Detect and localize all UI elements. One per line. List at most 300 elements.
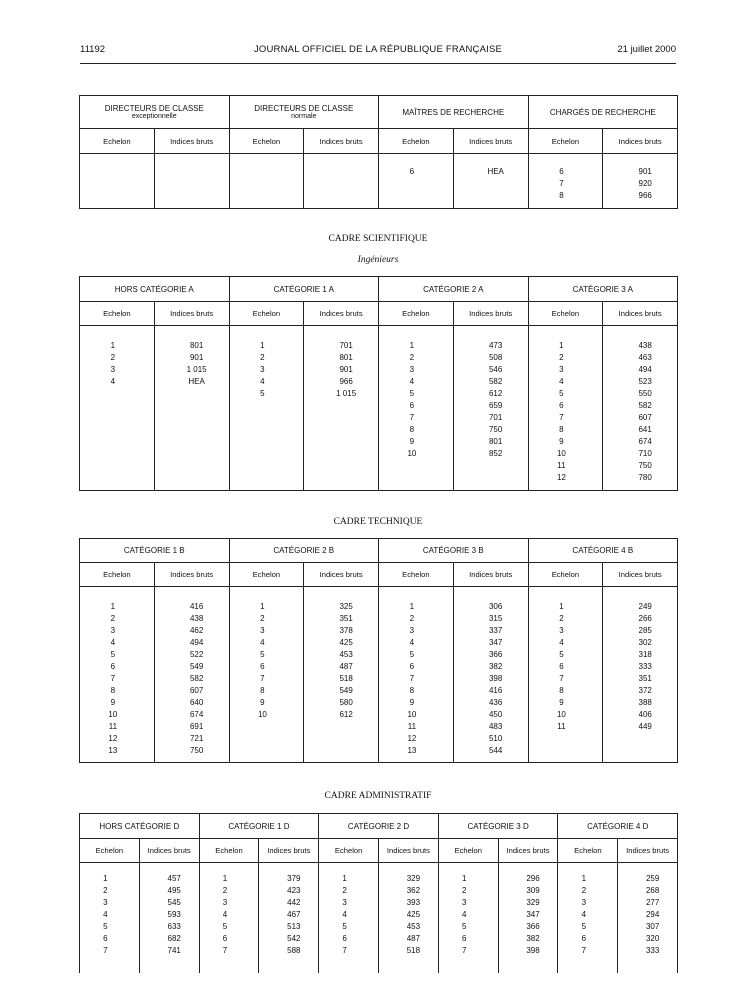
indices-column [603, 154, 678, 209]
table-cadre-administratif [79, 813, 678, 973]
indices-column [618, 863, 678, 973]
indice-value: 315 [488, 614, 503, 623]
echelon-value: 2 [581, 886, 587, 895]
echelon-value: 8 [260, 686, 265, 695]
indice-value: 721 [189, 734, 204, 743]
group-header-categorie-2-a [379, 277, 529, 302]
column-header-indices-bruts: Indices bruts [453, 302, 528, 326]
echelon-value: 11 [407, 722, 417, 731]
echelon-value: 1 [581, 874, 587, 883]
indices-column [154, 587, 229, 763]
group-title: DIRECTEURS DE CLASSE [254, 103, 354, 113]
table-cadre-scientifique [79, 276, 678, 491]
echelon-value: 9 [559, 698, 564, 707]
echelon-value: 12 [108, 734, 118, 743]
echelon-value: 8 [559, 425, 564, 434]
echelon-value: 1 [462, 874, 467, 883]
echelon-value: 8 [409, 425, 415, 434]
echelon-value: 1 [222, 874, 228, 883]
group-title: CATÉGORIE 1 D [228, 821, 290, 831]
column-header-indices-bruts: Indices bruts [154, 129, 229, 154]
group-title: CATÉGORIE 2 D [347, 821, 410, 831]
column-header-indices-bruts: Indices bruts [139, 839, 199, 863]
indice-value: 701 [488, 413, 503, 422]
column-header-indices-bruts: Indices bruts [498, 839, 558, 863]
echelon-value: 1 [559, 341, 564, 350]
indice-value: 901 [638, 167, 652, 176]
echelon-value: 8 [559, 686, 564, 695]
echelon-value: 7 [559, 413, 564, 422]
column-header-indices-bruts: Indices bruts [603, 129, 678, 154]
echelon-value: 6 [409, 401, 415, 410]
indice-value: 379 [287, 874, 301, 883]
echelon-value: 4 [409, 377, 415, 386]
group-header-maitres-de-recherche [379, 96, 529, 129]
indice-value: 436 [488, 698, 503, 707]
indice-value: 901 [189, 353, 204, 362]
echelon-column [528, 587, 603, 763]
echelon-column [199, 863, 259, 973]
indice-value: 425 [406, 910, 421, 919]
echelon-value: 6 [559, 167, 564, 176]
echelon-value: 3 [110, 626, 116, 635]
indices-column [139, 863, 199, 973]
echelon-column [528, 154, 603, 209]
column-header-indices-bruts: Indices bruts [618, 839, 678, 863]
column-header-echelon: Echelon [319, 839, 379, 863]
echelon-value: 3 [222, 898, 228, 907]
group-header-hors-categorie-d [80, 814, 200, 839]
echelon-value: 3 [409, 365, 415, 374]
group-header-charges-de-recherche [528, 96, 678, 129]
indices-column [453, 587, 528, 763]
indice-value: 801 [339, 353, 353, 362]
indice-value: 333 [638, 662, 652, 671]
echelon-value: 7 [110, 674, 116, 683]
echelon-value: 10 [556, 710, 566, 719]
indice-value: 487 [339, 662, 353, 671]
indice-value: 423 [287, 886, 301, 895]
echelon-value: 7 [222, 946, 228, 955]
indice-value: 750 [189, 746, 204, 755]
echelon-value: 8 [559, 191, 564, 200]
echelon-value: 9 [559, 437, 564, 446]
indice-value: 549 [339, 686, 353, 695]
echelon-value: 11 [557, 722, 566, 731]
column-header-echelon: Echelon [379, 129, 454, 154]
column-header-echelon: Echelon [438, 839, 498, 863]
indice-value: 467 [287, 910, 301, 919]
indice-value: 329 [526, 898, 540, 907]
echelon-value: 6 [342, 934, 347, 943]
indice-value: 494 [189, 638, 204, 647]
indice-value: 582 [488, 377, 503, 386]
indice-value: 438 [189, 614, 204, 623]
echelon-value: 13 [108, 746, 118, 755]
indice-value: 487 [406, 934, 421, 943]
echelon-value: 8 [110, 686, 116, 695]
indice-value: 710 [638, 449, 652, 458]
echelon-value: 7 [409, 413, 415, 422]
echelon-value: 5 [409, 389, 415, 398]
column-header-echelon: Echelon [229, 563, 304, 587]
echelon-value: 2 [409, 614, 415, 623]
echelon-value: 9 [409, 698, 415, 707]
echelon-value: 2 [260, 353, 265, 362]
echelon-value: 2 [409, 353, 415, 362]
echelon-value: 5 [260, 650, 265, 659]
indice-value: 438 [638, 341, 652, 350]
echelon-value: 4 [409, 638, 415, 647]
indice-value: 302 [638, 638, 652, 647]
indice-value: 266 [638, 614, 652, 623]
echelon-value: 6 [110, 662, 116, 671]
indice-value: 416 [189, 602, 204, 611]
column-header-echelon: Echelon [558, 839, 618, 863]
indice-value: 518 [339, 674, 353, 683]
echelon-value: 7 [342, 946, 347, 955]
indice-value: 296 [526, 874, 540, 883]
echelon-value: 2 [559, 614, 564, 623]
indice-value: 285 [638, 626, 652, 635]
indice-value: 920 [638, 179, 652, 188]
echelon-value: 3 [581, 898, 587, 907]
indice-value: 351 [638, 674, 652, 683]
indice-value: 518 [406, 946, 421, 955]
indice-value: 329 [406, 874, 421, 883]
echelon-value: 7 [559, 674, 564, 683]
indice-value: 545 [167, 898, 181, 907]
table-directeurs-recherche [79, 95, 678, 209]
group-title: CATÉGORIE 1 A [273, 284, 334, 294]
group-header-categorie-2-d [319, 814, 439, 839]
echelon-value: 4 [222, 910, 228, 919]
echelon-value: 1 [260, 602, 265, 611]
echelon-value: 3 [342, 898, 347, 907]
indice-value: 378 [339, 626, 353, 635]
indice-value: HEA [487, 167, 504, 176]
group-title: CATÉGORIE 3 D [467, 821, 529, 831]
column-header-echelon: Echelon [229, 302, 304, 326]
group-title: CATÉGORIE 3 A [572, 284, 633, 294]
indice-value: 607 [189, 686, 204, 695]
echelon-value: 6 [409, 167, 415, 176]
column-header-indices-bruts: Indices bruts [304, 563, 379, 587]
echelon-value: 2 [462, 886, 467, 895]
indice-value: 544 [488, 746, 503, 755]
indice-value: 633 [167, 922, 181, 931]
echelon-value: 1 [110, 341, 116, 350]
echelon-value: 9 [110, 698, 116, 707]
column-header-echelon: Echelon [379, 563, 454, 587]
column-header-indices-bruts: Indices bruts [603, 563, 678, 587]
indice-value: 966 [638, 191, 652, 200]
echelon-value: 7 [581, 946, 587, 955]
group-title: DIRECTEURS DE CLASSE [104, 103, 204, 113]
indice-value: 351 [339, 614, 353, 623]
group-title: CATÉGORIE 4 B [572, 546, 634, 555]
echelon-value: 3 [559, 365, 564, 374]
echelon-column [319, 863, 379, 973]
indice-value: 366 [488, 650, 503, 659]
indice-value: 750 [488, 425, 503, 434]
echelon-value: 2 [110, 614, 116, 623]
group-header-categorie-3-b [379, 539, 529, 563]
indice-value: 453 [339, 650, 353, 659]
indice-value: 522 [189, 650, 204, 659]
echelon-value: 6 [462, 934, 467, 943]
indice-value: 546 [488, 365, 503, 374]
echelon-value: 11 [557, 461, 566, 470]
column-header-indices-bruts: Indices bruts [304, 302, 379, 326]
echelon-value: 3 [260, 626, 265, 635]
echelon-value: 2 [110, 353, 116, 362]
indices-column [453, 326, 528, 491]
group-header-categorie-4-b [528, 539, 678, 563]
indice-value: 508 [488, 353, 503, 362]
echelon-value: 10 [407, 710, 417, 719]
indice-value: 542 [287, 934, 301, 943]
indices-column [498, 863, 558, 973]
indice-value: 463 [638, 353, 652, 362]
indice-value: 347 [488, 638, 503, 647]
indices-column [453, 154, 528, 209]
echelon-value: 4 [559, 638, 564, 647]
echelon-value: 4 [462, 910, 467, 919]
column-header-echelon: Echelon [379, 302, 454, 326]
indice-value: 268 [645, 886, 660, 895]
echelon-value: 5 [110, 650, 116, 659]
group-header-categorie-1-a [229, 277, 379, 302]
echelon-value: 7 [462, 946, 467, 955]
group-title: HORS CATÉGORIE D [99, 821, 180, 831]
echelon-value: 7 [409, 674, 415, 683]
indice-value: 750 [638, 461, 652, 470]
echelon-value: 3 [110, 365, 116, 374]
indice-value: 682 [167, 934, 181, 943]
echelon-value: 3 [559, 626, 564, 635]
section-subtitle-ingenieurs: Ingénieurs [357, 255, 399, 265]
group-header-categorie-1-b [80, 539, 230, 563]
indice-value: 549 [189, 662, 204, 671]
group-header-categorie-4-d [558, 814, 678, 839]
indice-value: 307 [645, 922, 660, 931]
indices-column [304, 587, 379, 763]
echelon-value: 4 [260, 638, 265, 647]
indice-value: 398 [488, 674, 503, 683]
echelon-value: 6 [559, 401, 564, 410]
indice-value: 580 [339, 698, 353, 707]
section-title-administratif: CADRE ADMINISTRATIF [324, 791, 432, 801]
indice-value: 249 [638, 602, 652, 611]
group-subtitle: exceptionnelle [131, 112, 177, 120]
echelon-value: 3 [409, 626, 415, 635]
echelon-value: 1 [110, 602, 116, 611]
echelon-column [80, 863, 140, 973]
section-title-technique: CADRE TECHNIQUE [333, 517, 423, 527]
indice-value: 259 [645, 874, 660, 883]
indice-value: 801 [189, 341, 204, 350]
indice-value: 741 [167, 946, 181, 955]
indice-value: 582 [189, 674, 204, 683]
group-header-categorie-1-d [199, 814, 319, 839]
indice-value: 320 [645, 934, 660, 943]
echelon-value: 1 [409, 341, 415, 350]
echelon-column [528, 326, 603, 491]
indices-column [304, 326, 379, 491]
indice-value: 483 [488, 722, 503, 731]
column-header-indices-bruts: Indices bruts [154, 563, 229, 587]
indice-value: 450 [488, 710, 503, 719]
indice-value: 691 [189, 722, 204, 731]
echelon-value: 4 [110, 638, 116, 647]
indices-column [154, 154, 229, 209]
indice-value: 325 [339, 602, 353, 611]
echelon-value: 4 [581, 910, 587, 919]
echelon-value: 7 [559, 179, 564, 188]
page-number: 11192 [80, 44, 106, 55]
indice-value: 495 [167, 886, 181, 895]
indices-column [154, 326, 229, 491]
indice-value: 612 [339, 710, 353, 719]
column-header-indices-bruts: Indices bruts [453, 129, 528, 154]
indices-column [259, 863, 319, 973]
indice-value: 388 [638, 698, 652, 707]
indice-value: 1 015 [186, 365, 207, 374]
indice-value: 1 015 [336, 389, 357, 398]
column-header-indices-bruts: Indices bruts [379, 839, 439, 863]
column-header-echelon: Echelon [80, 302, 155, 326]
indice-value: HEA [188, 377, 205, 386]
echelon-value: 5 [559, 650, 564, 659]
echelon-value: 2 [559, 353, 564, 362]
echelon-value: 10 [108, 710, 118, 719]
indice-value: 582 [638, 401, 652, 410]
column-header-echelon: Echelon [199, 839, 259, 863]
echelon-value: 11 [108, 722, 118, 731]
indice-value: 612 [488, 389, 503, 398]
echelon-value: 6 [559, 662, 564, 671]
echelon-column [379, 587, 454, 763]
echelon-value: 5 [260, 389, 265, 398]
echelon-column [379, 154, 454, 209]
echelon-value: 5 [222, 922, 228, 931]
indice-value: 362 [406, 886, 421, 895]
echelon-value: 4 [110, 377, 116, 386]
group-header-categorie-3-d [438, 814, 558, 839]
echelon-value: 3 [103, 898, 108, 907]
indice-value: 457 [167, 874, 181, 883]
indice-value: 510 [488, 734, 503, 743]
indice-value: 453 [406, 922, 421, 931]
indice-value: 382 [526, 934, 540, 943]
indice-value: 607 [638, 413, 652, 422]
indice-value: 416 [488, 686, 503, 695]
indice-value: 513 [287, 922, 301, 931]
group-title: CATÉGORIE 4 D [587, 821, 649, 831]
indice-value: 425 [339, 638, 353, 647]
echelon-column [80, 154, 155, 209]
echelon-value: 9 [409, 437, 415, 446]
indice-value: 294 [645, 910, 660, 919]
indice-value: 640 [189, 698, 204, 707]
column-header-echelon: Echelon [80, 129, 155, 154]
echelon-value: 6 [222, 934, 228, 943]
group-title: MAÎTRES DE RECHERCHE [402, 107, 505, 117]
section-title-scientifique: CADRE SCIENTIFIQUE [328, 234, 428, 244]
echelon-value: 7 [103, 946, 108, 955]
echelon-value: 10 [407, 449, 417, 458]
column-header-indices-bruts: Indices bruts [259, 839, 319, 863]
echelon-value: 5 [462, 922, 467, 931]
echelon-value: 2 [103, 886, 108, 895]
page-header [80, 44, 676, 58]
echelon-column [80, 326, 155, 491]
echelon-value: 4 [559, 377, 564, 386]
echelon-value: 10 [556, 449, 566, 458]
echelon-value: 4 [103, 910, 108, 919]
indices-column [603, 587, 678, 763]
indice-value: 337 [488, 626, 503, 635]
echelon-value: 1 [342, 874, 347, 883]
echelon-value: 12 [407, 734, 417, 743]
column-header-indices-bruts: Indices bruts [603, 302, 678, 326]
column-header-echelon: Echelon [528, 129, 603, 154]
indice-value: 393 [406, 898, 421, 907]
echelon-value: 5 [409, 650, 415, 659]
indice-value: 901 [339, 365, 353, 374]
echelon-column [80, 587, 155, 763]
echelon-column [229, 587, 304, 763]
echelon-value: 2 [260, 614, 265, 623]
indice-value: 449 [638, 722, 652, 731]
echelon-column [229, 154, 304, 209]
group-header-categorie-3-a [528, 277, 678, 302]
group-title: CATÉGORIE 2 B [273, 546, 335, 555]
column-header-echelon: Echelon [80, 839, 140, 863]
echelon-value: 3 [260, 365, 265, 374]
echelon-value: 6 [581, 934, 587, 943]
publication-date: 21 juillet 2000 [617, 44, 676, 55]
indice-value: 550 [638, 389, 652, 398]
column-header-echelon: Echelon [229, 129, 304, 154]
echelon-value: 4 [260, 377, 265, 386]
echelon-value: 1 [260, 341, 265, 350]
group-title: CATÉGORIE 3 B [422, 546, 484, 555]
echelon-value: 2 [342, 886, 347, 895]
indices-column [304, 154, 379, 209]
indice-value: 306 [488, 602, 503, 611]
indice-value: 780 [638, 473, 652, 482]
indice-value: 674 [638, 437, 652, 446]
indice-value: 347 [526, 910, 540, 919]
echelon-value: 4 [342, 910, 347, 919]
journal-title: JOURNAL OFFICIEL DE LA RÉPUBLIQUE FRANÇAISE [253, 44, 503, 55]
group-header-categorie-2-b [229, 539, 379, 563]
indice-value: 852 [488, 449, 503, 458]
echelon-value: 1 [409, 602, 415, 611]
echelon-value: 9 [260, 698, 265, 707]
column-header-echelon: Echelon [528, 302, 603, 326]
indice-value: 701 [339, 341, 353, 350]
indice-value: 333 [645, 946, 660, 955]
indices-column [603, 326, 678, 491]
indice-value: 966 [339, 377, 353, 386]
indice-value: 366 [526, 922, 540, 931]
echelon-value: 6 [103, 934, 108, 943]
echelon-value: 7 [260, 674, 265, 683]
echelon-value: 1 [559, 602, 564, 611]
